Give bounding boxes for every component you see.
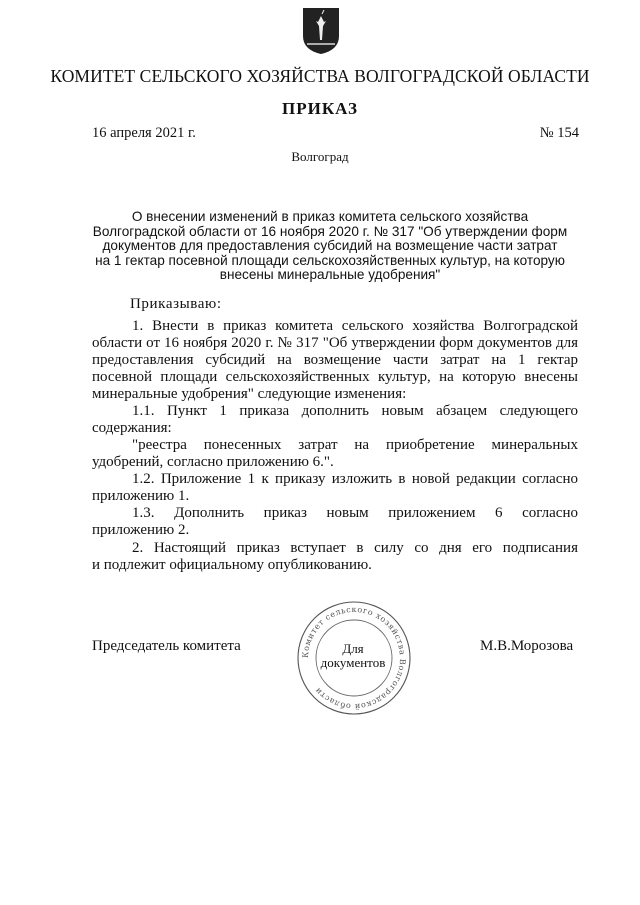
body-line: области от 16 ноября 2020 г. № 317 "Об утверждении форм документов для	[92, 335, 578, 351]
body-line: 2. Настоящий приказ вступает в силу со дня его подписания	[132, 540, 578, 556]
body-line: содержания:	[92, 420, 172, 436]
subject-line: Волгоградской области от 16 ноября 2020 г. № 317 "Об утверждении форм	[92, 223, 568, 239]
body-line: "реестра понесенных затрат на приобретение минеральных	[132, 437, 578, 453]
order-intro: Приказываю:	[130, 296, 222, 312]
body-line: 1.1. Пункт 1 приказа дополнить новым абзацем следующего	[132, 403, 578, 419]
body-line: 1.2. Приложение 1 к приказу изложить в новой редакции согласно	[132, 471, 578, 487]
seal-label: Для документов	[320, 641, 386, 670]
coat-of-arms-icon	[301, 6, 341, 56]
subject-line: документов для предоставления субсидий на возмещение части затрат	[102, 238, 558, 254]
committee-name: КОМИТЕТ СЕЛЬСКОГО ХОЗЯЙСТВА ВОЛГОГРАДСКОЙ ОБЛАСТИ	[50, 66, 590, 86]
body-line: 1.3. Дополнить приказ новым приложением 6 согласно	[132, 505, 578, 521]
body-line: приложению 1.	[92, 488, 190, 504]
subject-line: на 1 гектар посевной площади сельскохозяйственных культур, на которую	[95, 252, 565, 268]
body-line: приложению 2.	[92, 522, 190, 538]
signer-position: Председатель комитета	[92, 638, 241, 654]
body-line: предоставления субсидий на возмещение части затрат на 1 гектар	[92, 352, 578, 368]
body-line: удобрений, согласно приложению 6.".	[92, 454, 334, 470]
document-date: 16 апреля 2021 г.	[92, 125, 196, 141]
subject-line: внесены минеральные удобрения"	[219, 267, 441, 283]
body-line: 1. Внести в приказ комитета сельского хозяйства Волгоградской	[132, 318, 578, 334]
subject-line: О внесении изменений в приказ комитета сельского хозяйства	[131, 209, 529, 224]
document-number: № 154	[539, 125, 579, 141]
document-subject	[80, 210, 580, 283]
svg-text:Комитет сельского хозяйства Во: Комитет сельского хозяйства Волгоградской области	[300, 604, 408, 712]
body-line: посевной площади сельскохозяйственных культур, на которую внесены	[92, 369, 578, 385]
document-title: ПРИКАЗ	[282, 99, 358, 118]
document-city: Волгоград	[291, 149, 349, 164]
body-line: минеральные удобрения" следующие изменения:	[92, 386, 407, 402]
signer-name: М.В.Морозова	[480, 638, 574, 654]
body-line: и подлежит официальному опубликованию.	[92, 557, 372, 573]
